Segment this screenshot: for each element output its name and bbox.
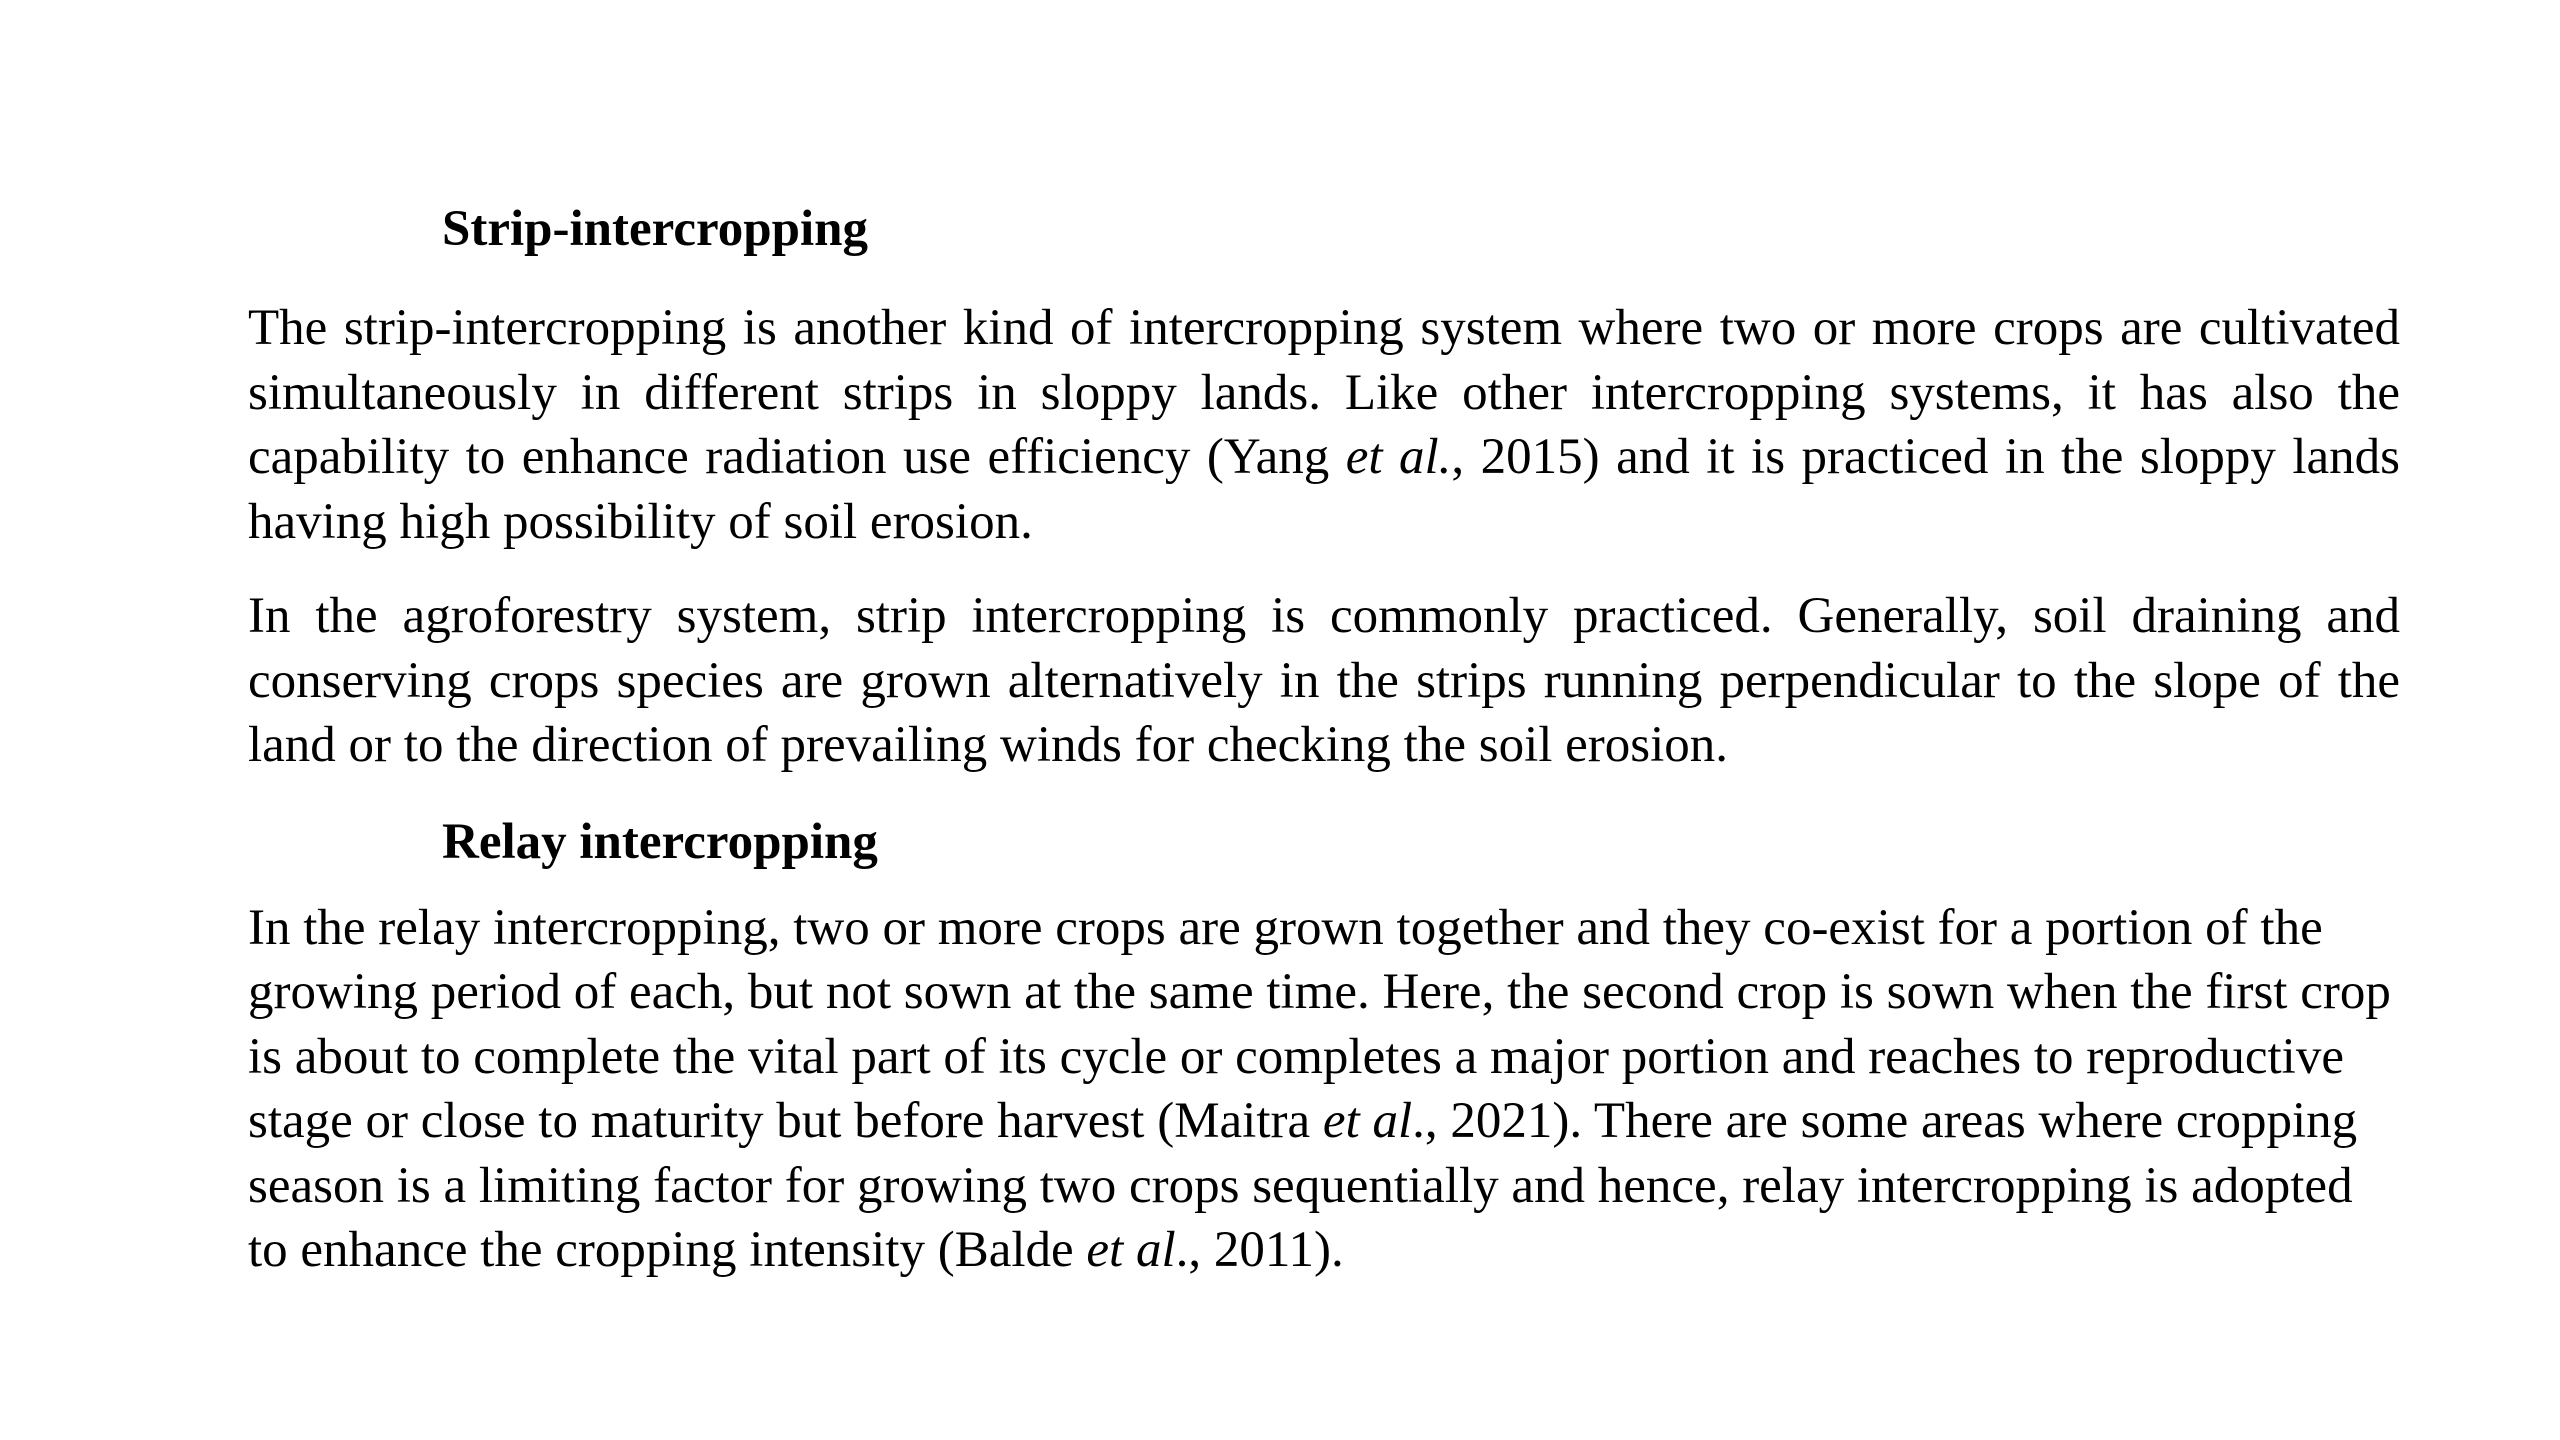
- citation-italic: et al: [1086, 1222, 1176, 1278]
- section-heading-relay-intercropping: Relay intercropping: [442, 813, 878, 870]
- paragraph-relay-definition: [248, 896, 2400, 1283]
- text-run: In the relay intercropping, two or more crops are grown together and they co-exist for a portion of the growing period of each, but not sown at the same time. Here, the second crop is sown when the first crop is about to complete the vital part of its cycle or completes a major portion and reaches to reproductive stage or close to maturity but before harvest (Maitra: [248, 899, 2391, 1149]
- text-run: , 2015) and it is practiced in the sloppy lands having high possibility of soil erosion.: [248, 429, 2400, 550]
- section-heading-strip-intercropping: Strip-intercropping: [442, 201, 868, 257]
- citation-italic: et al.: [1345, 429, 1452, 485]
- text-run: The strip-intercropping is another kind of intercropping system where two or more crops are cultivated simultaneously in different strips in sloppy lands. Like other intercropping systems, it has also the capability to enhance radiation use efficiency (Yang: [248, 300, 2400, 485]
- citation-italic: et al: [1322, 1093, 1413, 1149]
- paragraph-agroforestry: [248, 584, 2400, 778]
- text-run: ., 2011).: [1175, 1222, 1344, 1278]
- text-run: ., 2021). There are some areas where cropping season is a limiting factor for growing two crops sequentially and hence, relay intercropping is adopted to enhance the cropping intensity (Balde: [248, 1093, 2358, 1278]
- document-page: [248, 190, 2400, 1283]
- text-run: In the agroforestry system, strip intercropping is commonly practiced. Generally, soil draining and conserving crops species are grown alternatively in the strips running perpendicular to the slope of the land or to the direction of prevailing winds for checking the soil erosion.: [248, 588, 2400, 773]
- paragraph-strip-definition: [248, 296, 2400, 554]
